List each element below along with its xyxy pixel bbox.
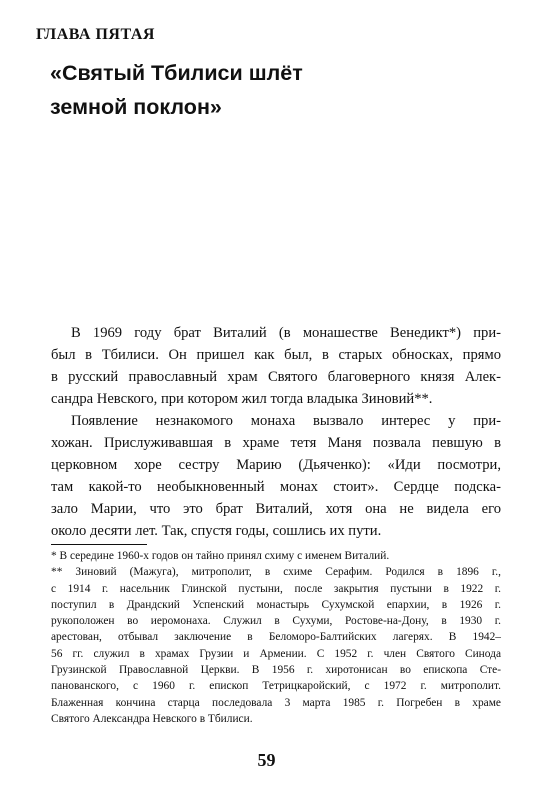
footnote-line: рукоположен во иеромонаха. Служил в Сухуми, Ростове-на-Дону, в 1930 г. [51, 615, 501, 628]
footnote-line: с 1914 г. насельник Глинской пустыни, после закрытия пустыни в 1922 г. [51, 582, 501, 595]
body-line: хожан. Прислуживавшая в храме тетя Маня позвала певшую в [51, 435, 501, 451]
chapter-title-line: «Святый Тбилиси шлёт [50, 61, 303, 85]
footnotes [51, 548, 501, 727]
footnote-line: арестован, отбывал заключение в Беломоро-Балтийских лагерях. В 1942– [51, 631, 501, 644]
body-line: в русский православный храм Святого благоверного князя Алек- [51, 369, 501, 385]
body-line: зало Марии, что это брат Виталий, хотя она не видела его [51, 501, 501, 517]
body-text [51, 322, 501, 542]
body-line: В 1969 году брат Виталий (в монашестве Венедикт*) при- [71, 325, 501, 341]
chapter-title [50, 56, 490, 124]
footnote-line: ** Зиновий (Мажуга), митрополит, в схиме Серафим. Родился в 1896 г., [51, 566, 501, 579]
footnote-line: Грузинской Православной Церкви. В 1956 г. хиротонисан во епископа Сте- [51, 664, 501, 677]
footnote-divider [51, 544, 147, 545]
chapter-label: ГЛАВА ПЯТАЯ [36, 26, 155, 43]
footnote-line: поступил в Драндский Успенский монастырь Сухумской епархии, в 1926 г. [51, 598, 501, 611]
chapter-title-line: земной поклон» [50, 95, 222, 119]
body-line: там какой-то необыкновенный монах стоит». Сердце подска- [51, 479, 501, 495]
body-line: около десяти лет. Так, спустя годы, сошлись их пути. [51, 523, 382, 539]
footnote-line: * В середине 1960-х годов он тайно принял схиму с именем Виталий. [51, 550, 390, 562]
body-line: Появление незнакомого монаха вызвало интерес у при- [71, 413, 501, 429]
body-line: был в Тбилиси. Он пришел как был, в старых обносках, прямо [51, 347, 501, 363]
page-number: 59 [257, 750, 276, 770]
footnote-line: 56 гг. служил в храмах Грузии и Армении. С 1952 г. член Святого Синода [51, 647, 501, 660]
footnote-line: Святого Александра Невского в Тбилиси. [51, 712, 253, 725]
footnote-line: панованского, с 1960 г. епископ Тетрицкаройский, с 1972 г. митрополит. [51, 680, 501, 693]
body-line: церковном хоре сестру Марию (Дьяченко): «Иди посмотри, [51, 457, 501, 473]
footnote-line: Блаженная кончина старца последовала 3 марта 1985 г. Погребен в храме [51, 696, 501, 709]
body-line: сандра Невского, при котором жил тогда владыка Зиновий**. [51, 391, 433, 407]
